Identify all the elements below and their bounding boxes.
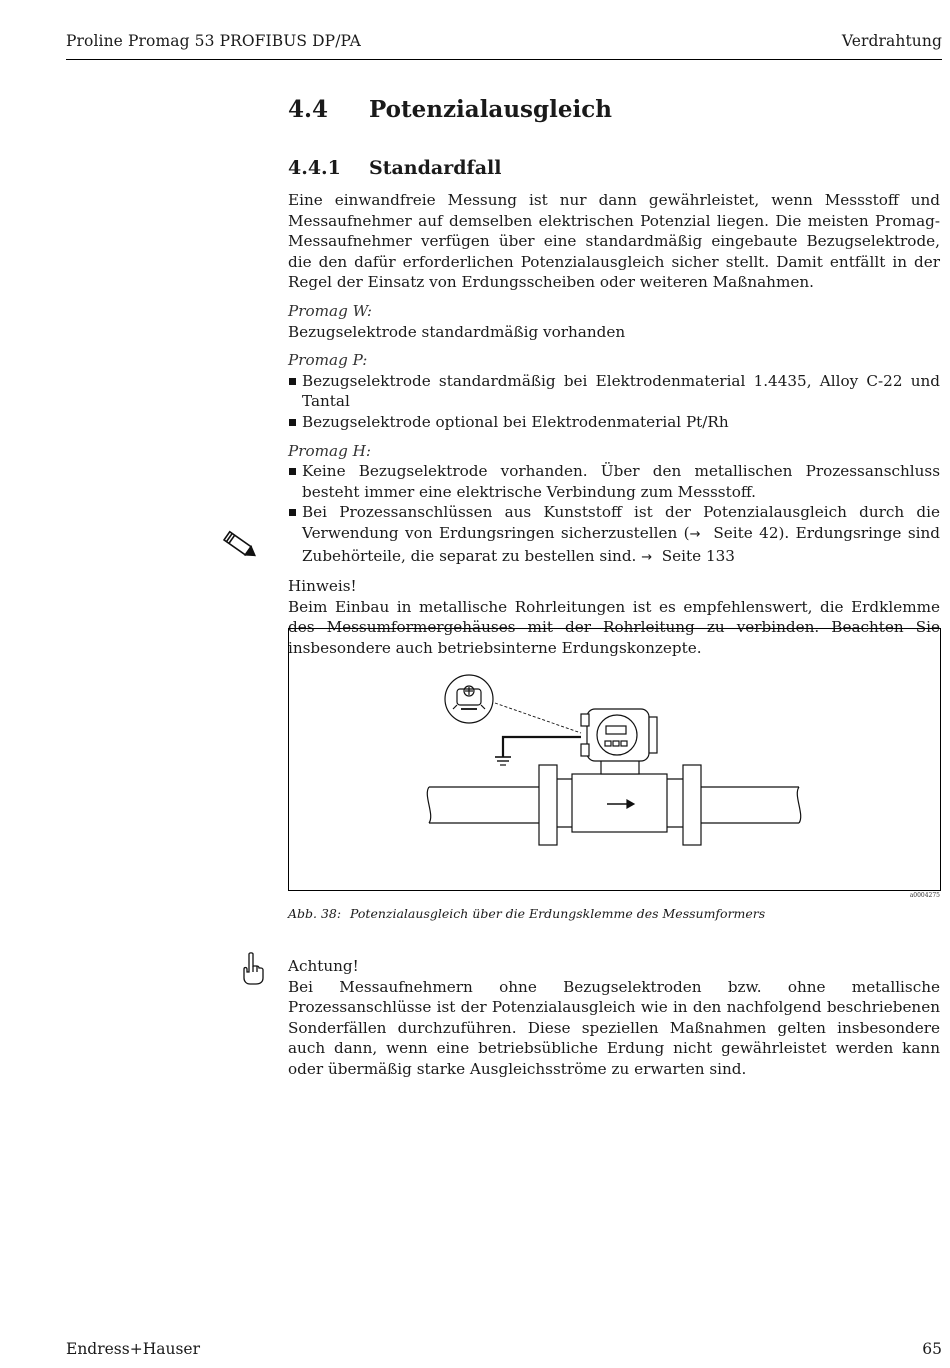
caution-title: Achtung! xyxy=(288,957,359,975)
promag-w-label: Promag W: xyxy=(288,301,373,320)
page-reference[interactable]: Seite 133 xyxy=(661,546,735,565)
running-header-right: Verdrahtung xyxy=(841,32,942,50)
pipe-right xyxy=(699,787,799,823)
figure-caption xyxy=(288,906,765,921)
flange-left xyxy=(539,765,557,845)
intro-paragraph: Eine einwandfreie Messung ist nur dann gewährleistet, wenn Messstoff und Messaufnehmer auf demselben elektrischen Potenzial liegen. Die meisten Promag-Messaufnehmer verfügen über eine standardmäßig eingebaute Bezugselektrode, die den dafür erforderlichen Potenzialausgleich sicher stellt. Damit entfällt in der Regel der Einsatz von Erdungsscheiben oder weiteren Maßnahmen. xyxy=(288,191,940,292)
arrow-icon: → xyxy=(641,549,653,565)
promag-p-list xyxy=(288,371,940,433)
note-title: Hinweis! xyxy=(288,577,357,596)
flange-right xyxy=(683,765,701,845)
footer-brand: Endress+Hauser xyxy=(66,1340,200,1358)
caution-block xyxy=(288,956,940,1080)
sensor-body xyxy=(572,774,667,832)
bullet-icon xyxy=(289,509,296,516)
arrow-icon: → xyxy=(689,526,701,542)
section-title: Potenzialausgleich xyxy=(369,96,612,123)
header-rule xyxy=(66,59,942,60)
list-item: Bezugselektrode standardmäßig bei Elektrodenmaterial 1.4435, Alloy C-22 und Tantal xyxy=(288,371,940,412)
page-number: 65 xyxy=(922,1340,942,1358)
ground-terminal-detail xyxy=(445,675,493,723)
bullet-icon xyxy=(289,419,296,426)
display-window xyxy=(597,715,637,755)
pipe-left-end xyxy=(427,787,430,823)
list-item: Bei Prozessanschlüssen aus Kunststoff ist der Potenzialausgleich durch die Verwendung von Erdungsringen sicherzustellen (→ Seite 42). Erdungsringe sind Zubehörteile, die separat zu bestellen sind. → Seite 133 xyxy=(288,502,940,568)
figure-caption-text: Potenzialausgleich über die Erdungsklemme des Messumformers xyxy=(350,906,766,921)
caution-text: Bei Messaufnehmern ohne Bezugselektroden bzw. ohne metallische Prozessanschlüsse ist der Potenzialausgleich wie in den nachfolgend beschriebenen Sonderfällen durchzuführen. Diese speziellen Maßnahmen gelten insbesondere auch dann, wenn eine betriebsübliche Erdung nicht gewährleistet werden kann oder übermäßig starke Ausgleichsströme zu erwarten sind. xyxy=(288,977,940,1078)
pipe-right-end xyxy=(797,787,800,823)
running-header-left: Proline Promag 53 PROFIBUS DP/PA xyxy=(66,32,361,50)
section-number: 4.4 xyxy=(288,96,329,123)
subsection-number: 4.4.1 xyxy=(288,157,341,179)
promag-h-list xyxy=(288,461,940,568)
potential-equalization-diagram xyxy=(289,629,940,890)
figure-caption-number: Abb. 38: xyxy=(288,906,342,921)
bullet-icon xyxy=(289,468,296,475)
body-block xyxy=(288,190,940,658)
list-item: Keine Bezugselektrode vorhanden. Über den metallischen Prozessanschluss besteht immer eine elektrische Verbindung zum Messstoff. xyxy=(288,461,940,502)
promag-h-label: Promag H: xyxy=(288,441,371,460)
note-text: Beim Einbau in metallische Rohrleitungen ist es empfehlenswert, die Erdklemme des Messumformergehäuses mit der Rohrleitung zu verbinden. Beachten Sie insbesondere auch betriebsinterne Erdungskonzepte. xyxy=(288,597,940,657)
figure-id: a0004275 xyxy=(909,892,940,899)
section-heading xyxy=(288,96,940,123)
subsection-title: Standardfall xyxy=(369,157,502,179)
subsection-heading xyxy=(288,157,940,179)
promag-w-text: Bezugselektrode standardmäßig vorhanden xyxy=(288,322,626,341)
ground-wire xyxy=(503,737,581,757)
hand-caution-icon xyxy=(240,952,266,986)
figure-frame xyxy=(288,628,941,891)
pencil-note-icon xyxy=(220,530,260,560)
list-item: Bezugselektrode optional bei Elektrodenmaterial Pt/Rh xyxy=(288,412,940,433)
promag-p-label: Promag P: xyxy=(288,351,368,370)
page-reference[interactable]: Seite 42 xyxy=(713,523,779,542)
pipe-left xyxy=(429,787,539,823)
bullet-icon xyxy=(289,378,296,385)
